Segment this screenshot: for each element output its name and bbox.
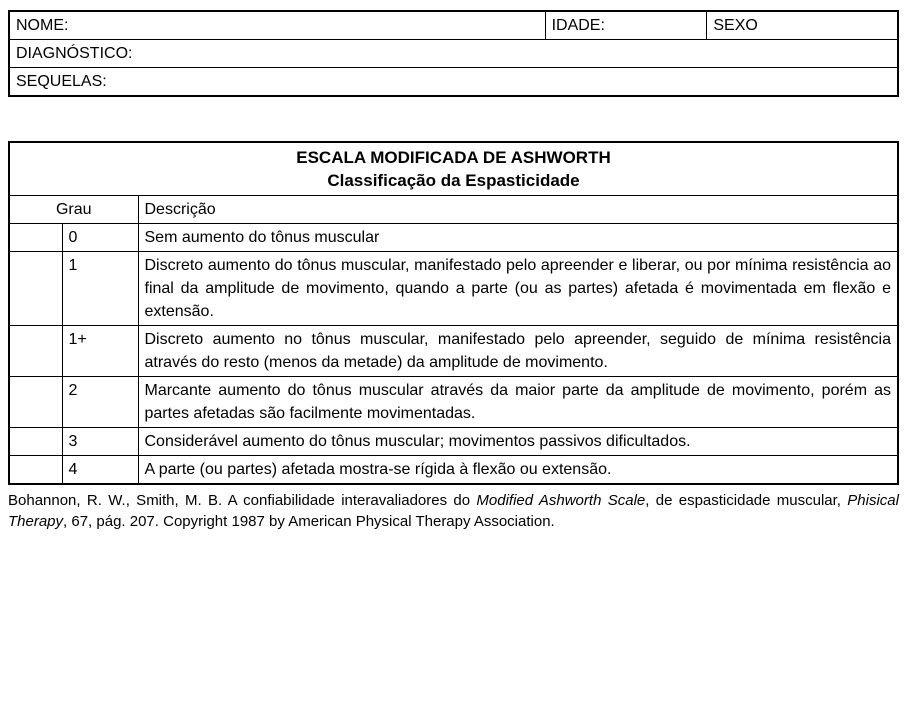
ashworth-scale-table (8, 141, 899, 485)
sequelas-field: SEQUELAS: (9, 68, 898, 97)
citation-italic-journal-name: Phisical Therapy (8, 492, 899, 530)
citation-text-1: Bohannon, R. W., Smith, M. B. A confiabilidade interavaliadores do (8, 492, 477, 509)
check-cell (9, 224, 62, 252)
scale-row-0 (9, 224, 898, 252)
scale-title: ESCALA MODIFICADA DE ASHWORTH (296, 148, 611, 167)
scale-row-1 (9, 252, 898, 326)
check-cell (9, 428, 62, 456)
diagnostico-field: DIAGNÓSTICO: (9, 40, 898, 68)
citation-italic-scale-name: Modified Ashworth Scale (476, 492, 646, 509)
grau-value: 1+ (62, 326, 138, 377)
check-cell (9, 377, 62, 428)
descricao-value: Considerável aumento do tônus muscular; movimentos passivos dificultados. (138, 428, 898, 456)
descricao-value: Discreto aumento no tônus muscular, manifestado pelo apreender, seguido de mínima resistência através do resto (menos da metade) da amplitude de movimento. (138, 326, 898, 377)
scale-header-row (9, 196, 898, 224)
check-cell (9, 326, 62, 377)
check-cell (9, 252, 62, 326)
scale-row-4 (9, 456, 898, 485)
patient-info-table (8, 10, 899, 97)
scale-title-row (9, 142, 898, 196)
descricao-value: Sem aumento do tônus muscular (138, 224, 898, 252)
scale-row-1plus (9, 326, 898, 377)
patient-info-row-3 (9, 68, 898, 97)
grau-value: 4 (62, 456, 138, 485)
grau-value: 1 (62, 252, 138, 326)
patient-info-row-2 (9, 40, 898, 68)
sexo-field: SEXO (707, 11, 898, 40)
descricao-value: Discreto aumento do tônus muscular, manifestado pelo apreender e liberar, ou por mínima resistência ao final da amplitude de movimento, quando a parte (ou as partes) afetada é movimentada em flexão e extensão. (138, 252, 898, 326)
grau-value: 2 (62, 377, 138, 428)
descricao-value: A parte (ou partes) afetada mostra-se rígida à flexão ou extensão. (138, 456, 898, 485)
idade-field: IDADE: (545, 11, 707, 40)
grau-value: 3 (62, 428, 138, 456)
grau-value: 0 (62, 224, 138, 252)
patient-info-row-1 (9, 11, 898, 40)
check-cell (9, 456, 62, 485)
citation-text-2: , de espasticidade muscular, (645, 492, 848, 509)
citation (8, 490, 899, 532)
scale-row-2 (9, 377, 898, 428)
descricao-value: Marcante aumento do tônus muscular através da maior parte da amplitude de movimento, porém as partes afetadas são facilmente movimentadas. (138, 377, 898, 428)
scale-subtitle: Classificação da Espasticidade (327, 171, 580, 190)
nome-field: NOME: (9, 11, 545, 40)
scale-title-cell (9, 142, 898, 196)
grau-column-header: Grau (9, 196, 138, 224)
descricao-column-header: Descrição (138, 196, 898, 224)
citation-text-3: , 67, pág. 207. Copyright 1987 by American Physical Therapy Association. (63, 513, 555, 530)
scale-row-3 (9, 428, 898, 456)
